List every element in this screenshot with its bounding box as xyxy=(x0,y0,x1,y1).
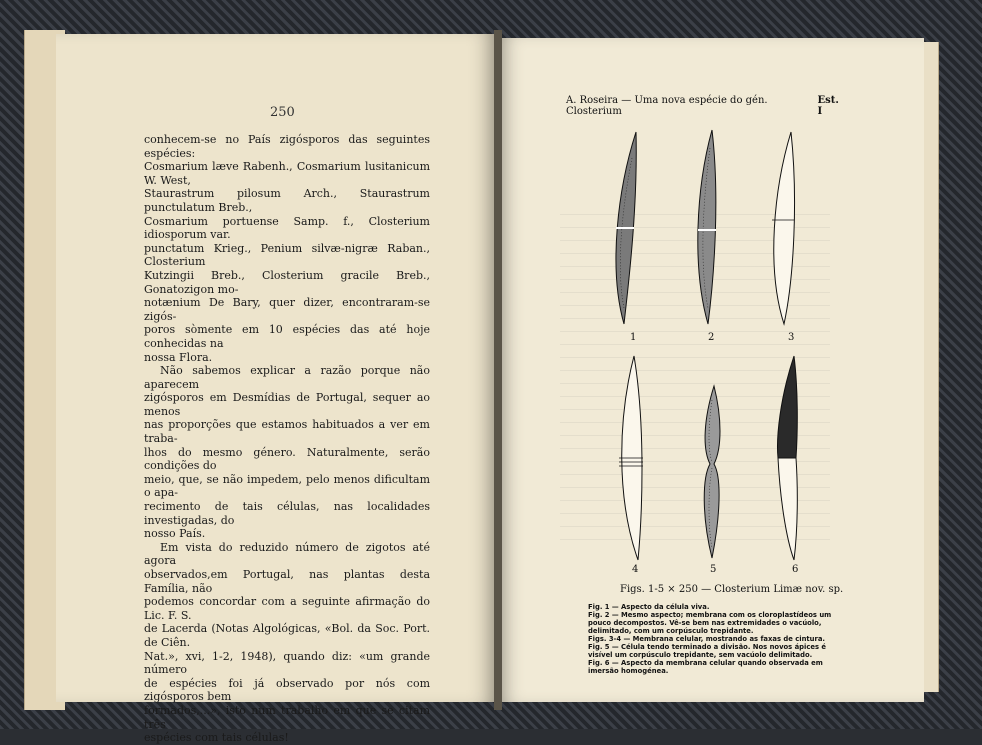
paragraph-2: Não sabemos explicar a razão porque não aparecem zigósporos em Desmídias de Portugal, sequer ao menos nas proporções que estamos habituados a ver em traba- lhos do mesmo género. Naturalmente, serão condições do meio, que, se não impedem, pelo menos dificultam o apa- recimento de tais células, nas localidades investigadas, do nosso País. xyxy=(144,364,430,541)
figure-legend xyxy=(588,603,850,675)
plate-label: Est. I xyxy=(817,95,839,117)
figure-3-cell xyxy=(772,132,795,324)
figure-number-1: 1 xyxy=(630,332,637,343)
figure-1-cell xyxy=(616,132,636,324)
figure-4-cell xyxy=(619,356,643,560)
page-stack-right xyxy=(922,42,939,692)
figure-number-2: 2 xyxy=(708,332,715,343)
figure-caption: Figs. 1-5 × 250 — Closterium Limæ nov. sp. xyxy=(620,584,844,595)
page-number: 250 xyxy=(270,105,295,120)
paragraph-3: Em vista do reduzido número de zigotos até agora observados,em Portugal, nas plantas desta Família, não podemos concordar com a seguinte afirmação do Lic. F. S. de Lacerda (Notas Algológicas, «Bol. da Soc. Port. de Ciên. Nat.», xvi, 1-2, 1948), quando diz: «um grande número de espécies foi já observado por nós com zigósporos bem formados,...», isto num trabalho em que se citam três espécies com tais células! xyxy=(144,540,430,745)
legend-item: Fig. 2 — Mesmo aspecto; membrana com os cloroplastídeos um pouco decompostos. Vê-se bem nas extremidades o vacúolo, delimitado, com um corpúsculo trepidante. xyxy=(588,611,832,635)
figure-number-4: 4 xyxy=(632,564,639,575)
legend-item: Figs. 3-4 — Membrana celular, mostrando as faxas de cintura. xyxy=(588,635,826,643)
figure-number-6: 6 xyxy=(792,564,799,575)
legend-item: Fig. 1 — Aspecto da célula viva. xyxy=(588,603,710,611)
closterium-illustrations xyxy=(598,128,828,578)
figure-5-cell xyxy=(704,386,720,558)
legend-item: Fig. 5 — Célula tendo terminado a divisão. Nos novos ápices é visível um corpúsculo trepidante, sem vacúolo delimitado. xyxy=(588,643,827,659)
running-head-title: A. Roseira — Uma nova espécie do gén. Closterium xyxy=(566,95,768,117)
paragraph-1: conhecem-se no País zigósporos das seguintes espécies: Cosmarium læve Rabenh., Cosmarium lusitanicum W. West, Staurastrum pilosum Arch., Staurastrum punctulatum Breb., Cosmarium portuense Samp. f., Closterium idiosporum var. punctatum Krieg., Penium silvæ-nigræ Raban., Closterium Kutzingii Breb., Closterium gracile Breb., Gonatozigon mo- notænium De Bary, quer dizer, encontraram-se zigós- poros sòmente em 10 espécies das até hoje conhecidas na nossa Flora. xyxy=(144,133,430,364)
left-page-body xyxy=(144,133,430,745)
figure-plate xyxy=(598,128,828,578)
book-gutter xyxy=(494,30,502,710)
figure-number-3: 3 xyxy=(788,332,795,343)
figure-number-5: 5 xyxy=(710,564,717,575)
figure-6-cell xyxy=(778,356,798,560)
running-head xyxy=(566,95,846,117)
legend-item: Fig. 6 — Aspecto da membrana celular quando observada em imersão homogénea. xyxy=(588,659,823,675)
figure-2-cell xyxy=(698,130,716,324)
